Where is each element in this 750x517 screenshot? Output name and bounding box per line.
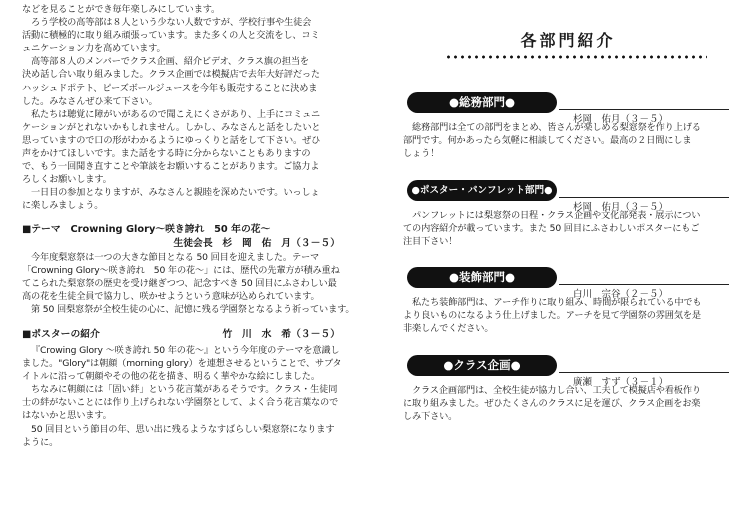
text-line: 総務部門は全ての部門をまとめ、皆さんが楽しめる梨窓祭を作り上げる — [412, 122, 701, 133]
text-line: 決め話し合い取り組みました。クラス企画では模擬店で去年大好評だった — [22, 69, 320, 81]
left-column — [22, 0, 355, 449]
text-line: した。みなさんぜひ来て下さい。 — [22, 95, 158, 107]
dept-body — [403, 209, 733, 248]
text-line: 活動に積極的に取り組み頑張っています。また多くの人と交流をし、コミ — [22, 30, 320, 42]
dept-name: ●総務部門● — [448, 95, 516, 109]
text-line: ろう学校の高等部は８人という少ない人数ですが、学校行事や生徒会 — [31, 17, 312, 29]
text-line: 部門です。何かあったら気軽に相談してください。最高の２日間にしま — [403, 135, 692, 147]
text-line: ての内容紹介が載っています。また 50 回目にふさわしいポスターにもご — [403, 223, 700, 235]
text-line: で、もう一回聞き直すことや筆談をお願いすることがあります。ご協力よ — [22, 161, 320, 173]
text-line: てこられた梨窓祭の歴史を受け継ぎつつ、記念すべき 50 回目にふさわしい最 — [22, 277, 337, 289]
text-line: イトルに沿って朝顔やその他の花を描き、明るく華やかな絵にしました。 — [22, 371, 320, 383]
text-line: 私たち装飾部門は、アーチ作りに取り組み、時間が限られている中でも — [412, 297, 702, 308]
text-line: ろしくお願いします。 — [22, 174, 112, 186]
dept-label-pill — [407, 355, 557, 376]
text-line: ケーションがとれないかもしれません。しかし、みなさんと話をしたいと — [22, 121, 321, 133]
text-line: ハッシュドポテト、ピーズボールジュースを今年も販売することに決めま — [22, 82, 318, 94]
text-line: に取り組みました。ぜひたくさんのクラスに足を運び、クラス企画をお楽 — [403, 398, 701, 410]
text-line: しょう！ — [403, 148, 440, 160]
text-line: ュニケーション力を高めています。 — [22, 43, 166, 55]
dept-body — [403, 121, 733, 160]
dept-body — [403, 296, 733, 335]
text-line: 高等部８人のメンバーでクラス企画、紹介ビデオ、クラス旗の担当を — [31, 56, 309, 68]
text-line: 一日目の参加となりますが、みなさんと親睦を深めたいです。いっしょ — [31, 187, 320, 199]
text-line: ちなみに朝顔には「固い絆」という花言葉があるそうです。クラス・生徒同 — [31, 384, 338, 396]
text-line: 声をかけてほしいです。また話をする時に分からないこともありますの — [22, 148, 311, 160]
dept-name: ●装飾部門● — [448, 270, 516, 284]
dept-author: 白川 宗谷（２－５） — [573, 289, 669, 300]
text-line: 注目下さい！ — [403, 236, 458, 248]
intro-section — [22, 3, 348, 213]
dept-author: 杉岡 佑月（３－５） — [573, 114, 669, 125]
text-line: 士の絆がないことには作り上げられない学園祭として、よく合う花言葉なので — [22, 397, 339, 409]
text-line: パンフレットには梨窓祭の日程・クラス企画や文化部発表・展示につい — [412, 210, 701, 221]
poster-heading-row — [22, 328, 348, 342]
text-line: 『Crowing Glory ～咲き誇れ 50 年の花～』という今年度のテーマを意識し — [31, 344, 340, 356]
text-line: ように。 — [22, 436, 59, 448]
text-line: しみ下さい。 — [403, 411, 458, 423]
dept-author: 廣瀬 すず（３－１） — [573, 377, 669, 388]
dept-label-pill — [407, 92, 557, 113]
text-line: 50 回目という節目の年、思い出に残るようなすばらしい梨窓祭になります — [31, 423, 335, 435]
text-line: 非楽しんでください。 — [403, 323, 494, 335]
title-dotted-rule — [445, 55, 707, 59]
dept-label-pill — [407, 180, 557, 201]
text-line: はないかと思います。 — [22, 410, 112, 422]
dept-body — [403, 384, 733, 423]
text-line: 思っていますので口の形がわかるようにゆっくりと話をして下さい。ぜひ — [22, 134, 321, 146]
text-line: 今年度梨窓祭は一つの大きな節目となる 50 回目を迎えました。テーマ — [31, 251, 320, 263]
dept-label-pill — [407, 267, 557, 288]
poster-body — [22, 344, 348, 449]
poster-heading: ■ポスターの紹介 — [22, 328, 100, 340]
page-title: 各部門紹介 — [520, 31, 616, 50]
text-line: ました。"Glory"は朝顔（morning glory）を連想させるということで、サブタ — [22, 358, 342, 370]
text-line: 第 50 回梨窓祭が全校生徒の心に、記憶に残る学園祭となるよう祈っています。 — [31, 303, 355, 315]
text-line: 私たちは聴覚に障がいがあるので聞こえにくさがあり、上手にコミュニ — [31, 108, 321, 120]
text-line: より良いものになるよう仕上げました。アーチを見て学園祭の雰囲気を是 — [403, 310, 701, 322]
dept-name: ●ポスター・パンフレット部門● — [411, 185, 553, 196]
theme-byline: 生徒会長 杉 岡 佑 月（３－５） — [173, 237, 340, 249]
dept-author: 杉岡 佑月（３－５） — [573, 202, 669, 213]
text-line: 「Crowning Glory～咲き誇れ 50 年の花～」には、歴代の先輩方が積み重ね — [22, 264, 340, 276]
dept-name: ●クラス企画● — [443, 358, 521, 372]
poster-author: 竹 川 水 希（３－５） — [222, 328, 340, 340]
theme-body — [22, 251, 355, 316]
text-line: に楽しみましょう。 — [22, 200, 104, 212]
theme-heading: ■テーマ Crowning Glory～咲き誇れ 50 年の花～ — [22, 223, 271, 235]
text-line: 高の花を生徒全員で協力し、咲かせようという意味が込められています。 — [22, 290, 320, 302]
text-line: クラス企画部門は、全校生徒が協力し合い、工夫して模擬店や看板作り — [412, 385, 701, 396]
text-line: などを見ることができ毎年楽しみにしています。 — [22, 4, 221, 15]
